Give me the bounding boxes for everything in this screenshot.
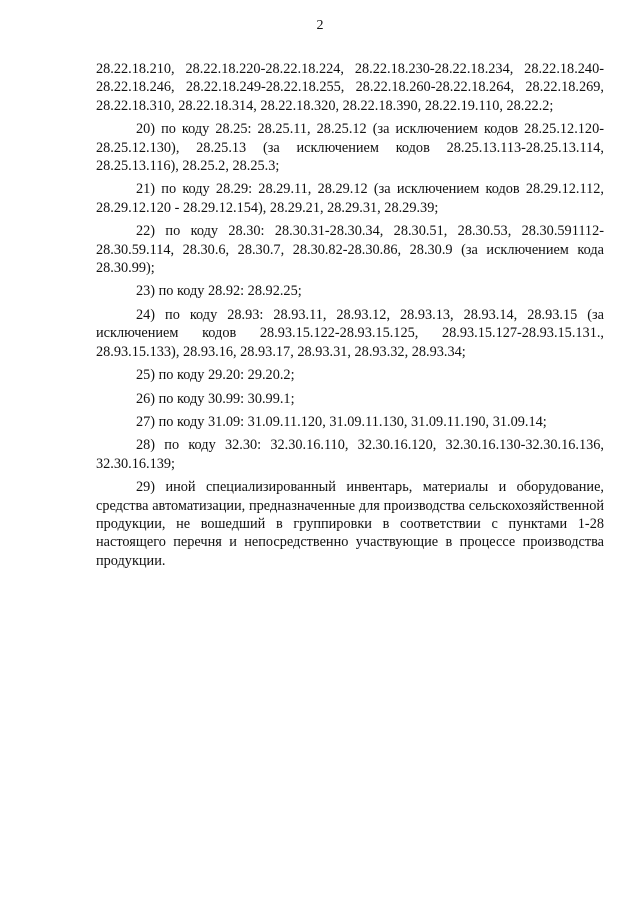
paragraph-item-26: 26) по коду 30.99: 30.99.1;: [136, 390, 295, 407]
paragraph-item-29: 29) иной специализированный инвентарь, материалы и оборудование, средства автоматизации, предназначенные для производства сельскохозяйственной продукции, не вошедший в группировки в соответствии с пунктами 1-28 настоящего перечня и непосредственно участвующие в процессе производства продукции.: [96, 479, 604, 569]
paragraph-item-24: 24) по коду 28.93: 28.93.11, 28.93.12, 28.93.13, 28.93.14, 28.93.15 (за исключением кодов 28.93.15.122-28.93.15.125, 28.93.15.127-28.93.15.131., 28.93.15.133), 28.93.16, 28.93.17, 28.93.31, 28.93.32, 28.93.34;: [96, 306, 604, 360]
paragraph-item-23: 23) по коду 28.92: 28.92.25;: [136, 283, 302, 300]
page-number: 2: [316, 18, 324, 33]
paragraph-item-27: 27) по коду 31.09: 31.09.11.120, 31.09.11.130, 31.09.11.190, 31.09.14;: [136, 413, 547, 430]
paragraph-codes-continuation: 28.22.18.210, 28.22.18.220-28.22.18.224, 28.22.18.230-28.22.18.234, 28.22.18.240-28.22.18.246, 28.22.18.249-28.22.18.255, 28.22.18.260-28.22.18.264, 28.22.18.269, 28.22.18.310, 28.22.18.314, 28.22.18.320, 28.22.18.390, 28.22.19.110, 28.22.2;: [96, 61, 604, 114]
paragraph-item-20: 20) по коду 28.25: 28.25.11, 28.25.12 (за исключением кодов 28.25.12.120-28.25.12.130), 28.25.13 (за исключением кодов 28.25.13.113-28.25.13.114, 28.25.13.116), 28.25.2, 28.25.3;: [96, 121, 604, 175]
document-body: [96, 60, 604, 575]
paragraph-item-25: 25) по коду 29.20: 29.20.2;: [136, 367, 295, 384]
paragraph-item-21: 21) по коду 28.29: 28.29.11, 28.29.12 (за исключением кодов 28.29.12.112, 28.29.12.120 - 28.29.12.154), 28.29.21, 28.29.31, 28.29.39;: [96, 181, 604, 216]
paragraph-item-22: 22) по коду 28.30: 28.30.31-28.30.34, 28.30.51, 28.30.53, 28.30.591112-28.30.59.114, 28.30.6, 28.30.7, 28.30.82-28.30.86, 28.30.9 (за исключением кода 28.30.99);: [96, 223, 604, 277]
paragraph-item-28: 28) по коду 32.30: 32.30.16.110, 32.30.16.120, 32.30.16.130-32.30.16.136, 32.30.16.139;: [96, 437, 604, 472]
